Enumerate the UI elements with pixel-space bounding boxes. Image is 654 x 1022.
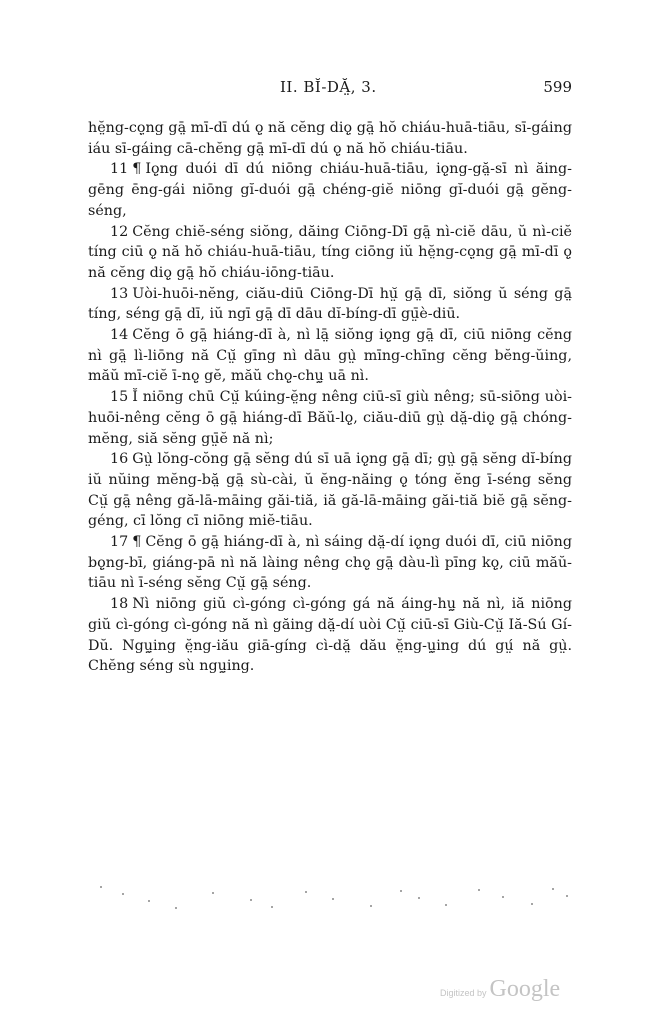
google-logo: Google xyxy=(489,976,561,1002)
running-head-title: II. BĬ-DĂ̤, 3. xyxy=(280,78,377,96)
scan-speck xyxy=(122,893,124,895)
pilcrow-mark: ¶ xyxy=(132,161,142,178)
scan-speck xyxy=(212,892,214,894)
scan-speck xyxy=(271,906,273,908)
page-number: 599 xyxy=(543,78,572,96)
scan-speck xyxy=(552,888,554,890)
verse-number: 11 xyxy=(110,161,129,178)
scan-speck xyxy=(478,889,480,891)
continuation-paragraph: hĕ̤ng-cọ̤ng gā̤ mī-dī dú ǫ̤ nă cĕng diǫ̤ gā̤ hŏ chiáu-huā-tiāu, sī-gáing iáu sī-gáing cā-chĕng gā̤ mī-dī dú ǫ̤ nă hŏ chiáu-tiāu. xyxy=(88,120,572,157)
verse-paragraph xyxy=(88,284,572,325)
verse-number: 12 xyxy=(110,223,129,240)
verse-paragraph xyxy=(88,222,572,284)
verse-text: Gṳ̀ lŏng-cŏng gā̤ sĕng dú sī uā iǫ̤ng gā̤ dī; gṳ̀ gā̤ sĕng dĭ-bíng iŭ nŭing mĕng-bă̤ gā̤ sù-cài, ŭ ĕng-năing ǫ̤ tóng ĕng ī-séng sĕng Cṳ̆ gā̤ nêng gă-lā-māing găi-tiă, iă gă-lā-māing găi-tiă biĕ gā̤ sĕng-géng, cī lŏng cī niōng miĕ-tiāu. xyxy=(88,451,572,530)
scan-speck xyxy=(175,907,177,909)
scan-speck xyxy=(502,896,504,898)
verse-number: 15 xyxy=(110,389,129,406)
scan-speck xyxy=(566,895,568,897)
scan-speck xyxy=(445,904,447,906)
body-text xyxy=(88,118,572,677)
pilcrow-mark: ¶ xyxy=(132,534,142,551)
scan-specks xyxy=(100,886,570,916)
scan-speck xyxy=(250,899,252,901)
verse-number: 13 xyxy=(110,285,129,302)
verse-text: Nì niōng giŭ cì-góng cì-góng gá nă áing-hṳ̤ nă nì, iă niōng giŭ cì-góng cì-góng nă nì găing dă̤-dí uòi Cṳ̆ ciū-sī Giù-Cṳ̆ Iă-Sú Gí-Dŭ. Ngṳ̤ing ĕ̤ng-iău giā-gíng cì-dă̤ dău ĕ̤ng-ṳ̤ing dú gṳ́ nă gṳ̀. Chĕng séng sù ngṳ̤ing. xyxy=(88,596,572,675)
verse-text: Uòi-huōi-nĕng, ciău-diū Ciōng-Dī hṳ̆ gā̤ dī, siŏng ŭ séng gā̤ tíng, séng gā̤ dī, iŭ ngī gā̤ dī dāu dĭ-bíng-dī gṳ̄è-diū. xyxy=(88,285,572,323)
verse-paragraph xyxy=(88,387,572,449)
scan-speck xyxy=(305,891,307,893)
verse-number: 17 xyxy=(110,534,129,551)
running-header xyxy=(88,78,572,100)
verse-paragraph xyxy=(88,325,572,387)
verse-number: 14 xyxy=(110,327,129,344)
verse-paragraph xyxy=(88,532,572,594)
google-watermark xyxy=(440,976,560,1003)
verse-text: Iǫ̤ng duói dī dú niōng chiáu-huā-tiāu, iǫ̤ng-gă̤-sī nì ăing-gēng ēng-gái niōng gĭ-duói gā̤ chéng-giĕ niōng gĭ-duói gā̤ gĕng-séng, xyxy=(88,161,572,219)
verse-paragraph xyxy=(88,594,572,677)
scan-speck xyxy=(531,903,533,905)
scan-speck xyxy=(148,900,150,902)
watermark-digitized-text: Digitized by xyxy=(440,988,487,998)
scan-speck xyxy=(400,890,402,892)
scan-speck xyxy=(100,886,102,888)
scan-speck xyxy=(418,897,420,899)
verse-text: Cĕng ō gā̤ hiáng-dī à, nì lā̤ siŏng iǫ̤ng gā̤ dī, ciū niōng cĕng nì gā̤ lì-liōng nă Cṳ̆ gīng nì dāu gṳ̀ mīng-chīng cĕng bĕng-ŭing, măŭ mī-ciĕ ī-nǫ̤ gĕ, măŭ chǫ̤-chṳ̤ uā nì. xyxy=(88,327,572,385)
verse-text: Cĕng chiĕ-séng siŏng, dăing Ciōng-Dī gā̤ nì-ciĕ dāu, ŭ nì-ciĕ tíng ciū ǫ̤ nă hŏ chiáu-huā-tiāu, tíng ciōng iŭ hĕ̤ng-cọ̤ng gā̤ mī-dī ǫ̤ nă cĕng diǫ̤ gā̤ hŏ chiáu-iōng-tiāu. xyxy=(88,223,572,281)
verse-number: 18 xyxy=(110,596,129,613)
scan-speck xyxy=(370,905,372,907)
verse-text: Ĭ niōng chū Cṳ̆ kúing-ĕ̤ng nêng ciū-sī giù nêng; sū-siōng uòi-huōi-nêng cĕng ō gā̤ hiáng-dī Băŭ-lǫ̤, ciău-diū gṳ̀ dă̤-diǫ̤ gā̤ chóng-mĕng, siă sĕng gṳ̄ĕ nă nì; xyxy=(88,389,572,447)
verse-paragraph xyxy=(88,159,572,221)
verse-paragraph xyxy=(88,449,572,532)
verse-number: 16 xyxy=(110,451,129,468)
verse-list xyxy=(88,159,572,677)
scan-speck xyxy=(332,898,334,900)
verse-text: Cĕng ō gā̤ hiáng-dī à, nì sáing dă̤-dí iǫ̤ng duói dī, ciū niōng bǫ̤ng-bī, giáng-pā nì nă làing nêng chǫ̤ gā̤ dàu-lì pīng kǫ̤, ciū măŭ-tiāu nì ī-séng sĕng Cṳ̆ gā̤ séng. xyxy=(88,534,572,592)
